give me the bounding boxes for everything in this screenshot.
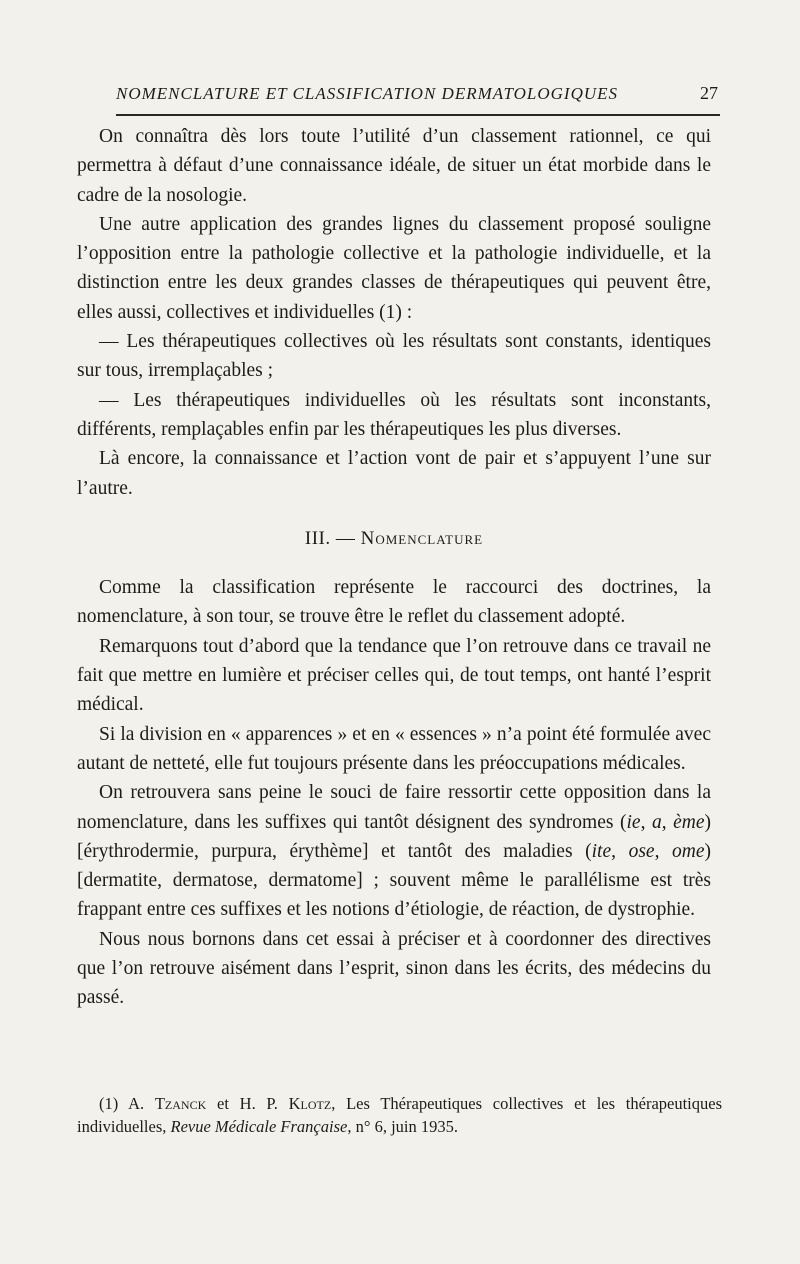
footnote-marker: (1) A. xyxy=(99,1094,155,1113)
text-run: , xyxy=(661,811,674,833)
paragraph: — Les thérapeutiques collectives où les résultats sont constants, identiques sur tous, irremplaçables ; xyxy=(77,331,711,382)
journal-title: Revue Médicale Française xyxy=(170,1117,348,1136)
running-header xyxy=(116,74,718,104)
suffix: ome xyxy=(672,840,705,862)
author-name: Klotz xyxy=(288,1094,332,1113)
text-run: , xyxy=(611,840,629,862)
text-run: , xyxy=(640,811,652,833)
paragraph: On connaîtra dès lors toute l’utilité d’un classement rationnel, ce qui permettra à défaut d’une connaissance idéale, de situer un état morbide dans le cadre de la nosologie. xyxy=(77,126,711,206)
text-run: , Les Thérapeutiques collectives et les thérapeutiques individuelles, xyxy=(77,1094,722,1136)
paragraph: Là encore, la connaissance et l’action vont de pair et s’appuyent l’une sur l’autre. xyxy=(77,448,711,499)
text-run: ) [érythrodermie, purpura, érythème] et tantôt des maladies ( xyxy=(77,811,712,862)
main-text xyxy=(77,122,711,1013)
suffix: a xyxy=(651,811,662,833)
paragraph: — Les thérapeutiques individuelles où les résultats sont inconstants, différents, remplaçables enfin par les thérapeutiques les plus diverses. xyxy=(77,389,711,440)
text-run: ) [dermatite, dermatose, dermatome] ; souvent même le parallélisme est très frappant entre ces suffixes et les notions d’étiologie, de réaction, de dystrophie. xyxy=(77,840,712,921)
header-rule xyxy=(116,114,720,116)
paragraph: Nous nous bornons dans cet essai à préciser et à coordonner des directives que l’on retrouve aisément dans l’esprit, sinon dans les écrits, des médecins du passé. xyxy=(77,928,711,1009)
suffix: ose xyxy=(628,840,655,862)
text-run: , n° 6, juin 1935. xyxy=(347,1117,458,1136)
author-name: Tzanck xyxy=(154,1094,207,1113)
suffix: ie xyxy=(626,811,641,833)
paragraph: Si la division en « apparences » et en « essences » n’a point été formulée avec autant de netteté, elle fut toujours présente dans les préoccupations médicales. xyxy=(77,723,711,774)
footnote-text xyxy=(77,1092,722,1138)
paragraph: Comme la classification représente le raccourci des doctrines, la nomenclature, à son tour, se trouve être le reflet du classement adopté. xyxy=(77,577,711,628)
paragraph: Une autre application des grandes lignes du classement proposé souligne l’opposition entre la pathologie collective et la pathologie individuelle, et la distinction entre les deux grandes classes de thérapeutiques qui peuvent être, elles aussi, collectives et individuelles (1) : xyxy=(77,213,711,323)
section-number: III. — xyxy=(304,527,361,549)
page-number: 27 xyxy=(700,83,718,103)
text-run: On retrouvera sans peine le souci de faire ressortir cette opposition dans la nomenclature, dans les suffixes qui tantôt désignent des syndromes ( xyxy=(77,782,711,833)
text-run: , xyxy=(654,840,673,862)
section-heading xyxy=(77,524,711,553)
suffix: ite xyxy=(591,840,612,862)
paragraph xyxy=(77,778,711,924)
paragraph: Remarquons tout d’abord que la tendance que l’on retrouve dans ce travail ne fait que mettre en lumière et préciser celles qui, de tout temps, ont hanté l’esprit médical. xyxy=(77,635,711,716)
running-title: NOMENCLATURE ET CLASSIFICATION DERMATOLOGIQUES xyxy=(116,84,619,103)
section-title: Nomenclature xyxy=(360,527,484,549)
suffix: ème xyxy=(673,811,705,833)
footnote xyxy=(77,1092,722,1138)
text-run: et H. P. xyxy=(206,1094,289,1113)
